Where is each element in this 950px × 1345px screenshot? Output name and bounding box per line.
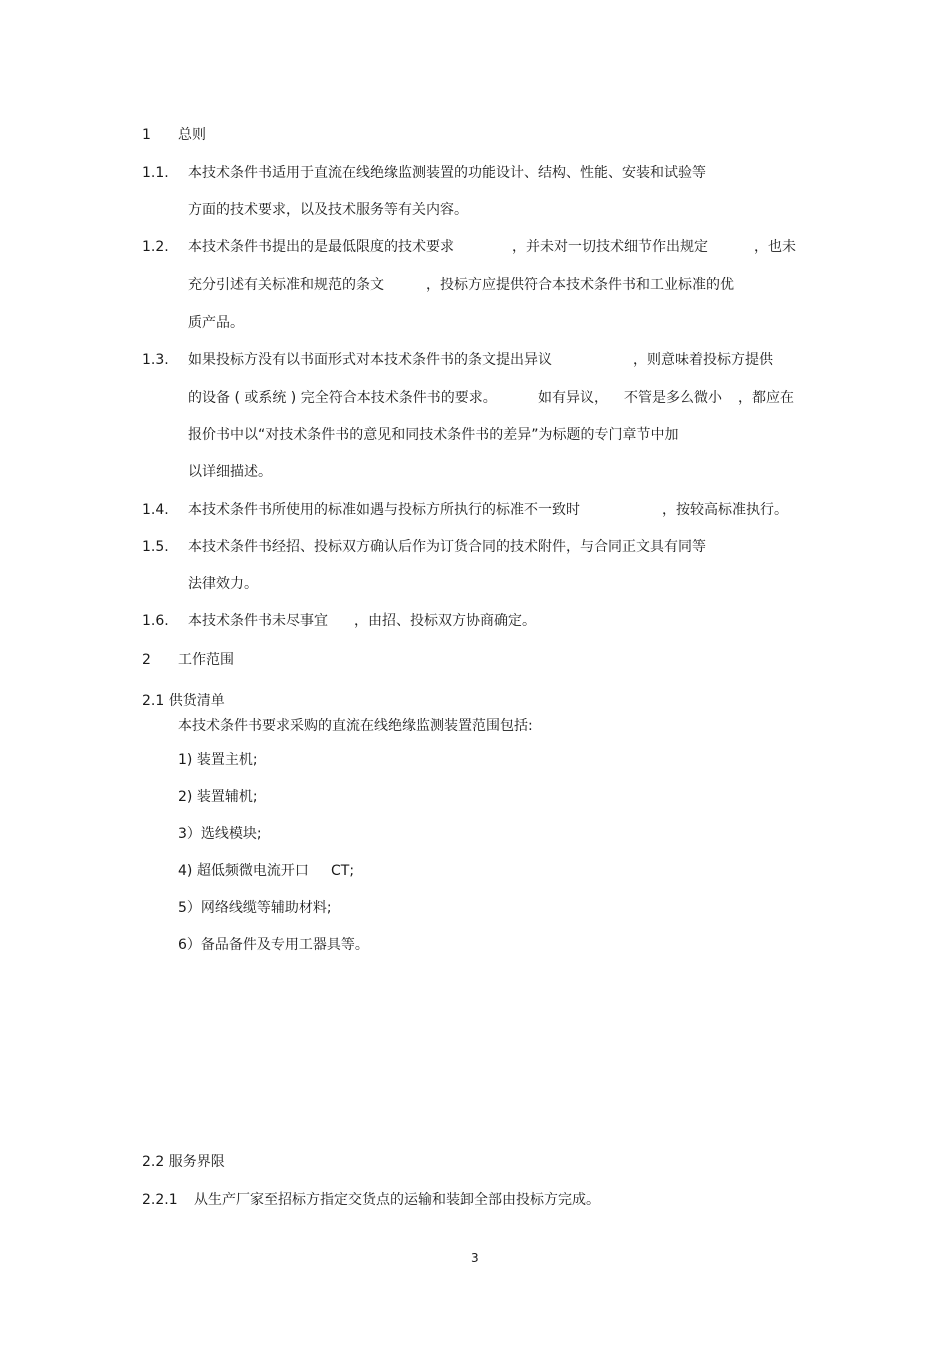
section-number: 1 (142, 127, 151, 143)
section-title: 总则 (178, 127, 206, 143)
list-item-suffix: CT; (331, 863, 355, 879)
clause-text: 不管是多么微小 (624, 390, 722, 406)
clause-text: 的设备 ( 或系统 ) 完全符合本技术条件书的要求。 (188, 390, 497, 406)
clause-text: ，都应在 (738, 390, 794, 406)
paragraph-text: 本技术条件书要求采购的直流在线绝缘监测装置范围包括: (178, 718, 533, 734)
clause-number: 2.2.1 (142, 1192, 178, 1208)
clause-text: 本技术条件书所使用的标准如遇与投标方所执行的标准不一致时 (188, 502, 580, 518)
subsection-heading: 2.2 服务界限 (142, 1154, 225, 1170)
list-item: 4) 超低频微电流开口 (178, 863, 309, 879)
clause-text: 本技术条件书未尽事宜 (188, 613, 328, 629)
list-item: 1) 装置主机; (178, 752, 258, 768)
clause-text: 如有异议， (538, 390, 608, 406)
list-item: 6）备品备件及专用工器具等。 (178, 937, 369, 953)
section-number: 2 (142, 652, 151, 668)
clause-number: 1.1. (142, 165, 169, 181)
clause-text: ，由招、投标双方协商确定。 (354, 613, 536, 629)
clause-text: 本技术条件书适用于直流在线绝缘监测装置的功能设计、结构、性能、安装和试验等 (188, 165, 706, 181)
clause-text: 本技术条件书提出的是最低限度的技术要求 (188, 239, 454, 255)
clause-number: 1.2. (142, 239, 169, 255)
clause-text: 充分引述有关标准和规范的条文 (188, 277, 384, 293)
subsection-heading: 2.1 供货清单 (142, 693, 225, 709)
clause-text: 本技术条件书经招、投标双方确认后作为订货合同的技术附件，与合同正文具有同等 (188, 539, 706, 555)
clause-text: 法律效力。 (188, 576, 258, 592)
clause-text: 报价书中以“对技术条件书的意见和同技术条件书的差异”为标题的专门章节中加 (188, 427, 679, 443)
list-item: 5）网络线缆等辅助材料; (178, 900, 332, 916)
clause-text: ，按较高标准执行。 (662, 502, 788, 518)
clause-text: 以详细描述。 (188, 464, 272, 480)
section-title: 工作范围 (178, 652, 234, 668)
clause-number: 1.6. (142, 613, 169, 629)
clause-text: 如果投标方没有以书面形式对本技术条件书的条文提出异议 (188, 352, 552, 368)
clause-text: ，并未对一切技术细节作出规定 (512, 239, 708, 255)
clause-text: ，也未 (754, 239, 796, 255)
page-number: 3 (471, 1251, 479, 1265)
list-item: 2) 装置辅机; (178, 789, 258, 805)
clause-number: 1.5. (142, 539, 169, 555)
clause-number: 1.3. (142, 352, 169, 368)
clause-text: 方面的技术要求，以及技术服务等有关内容。 (188, 202, 468, 218)
clause-text: ，则意味着投标方提供 (633, 352, 773, 368)
clause-number: 1.4. (142, 502, 169, 518)
clause-text: ，投标方应提供符合本技术条件书和工业标准的优 (426, 277, 734, 293)
clause-text: 质产品。 (188, 315, 244, 331)
clause-text: 从生产厂家至招标方指定交货点的运输和装卸全部由投标方完成。 (194, 1192, 600, 1208)
list-item: 3）选线模块; (178, 826, 262, 842)
